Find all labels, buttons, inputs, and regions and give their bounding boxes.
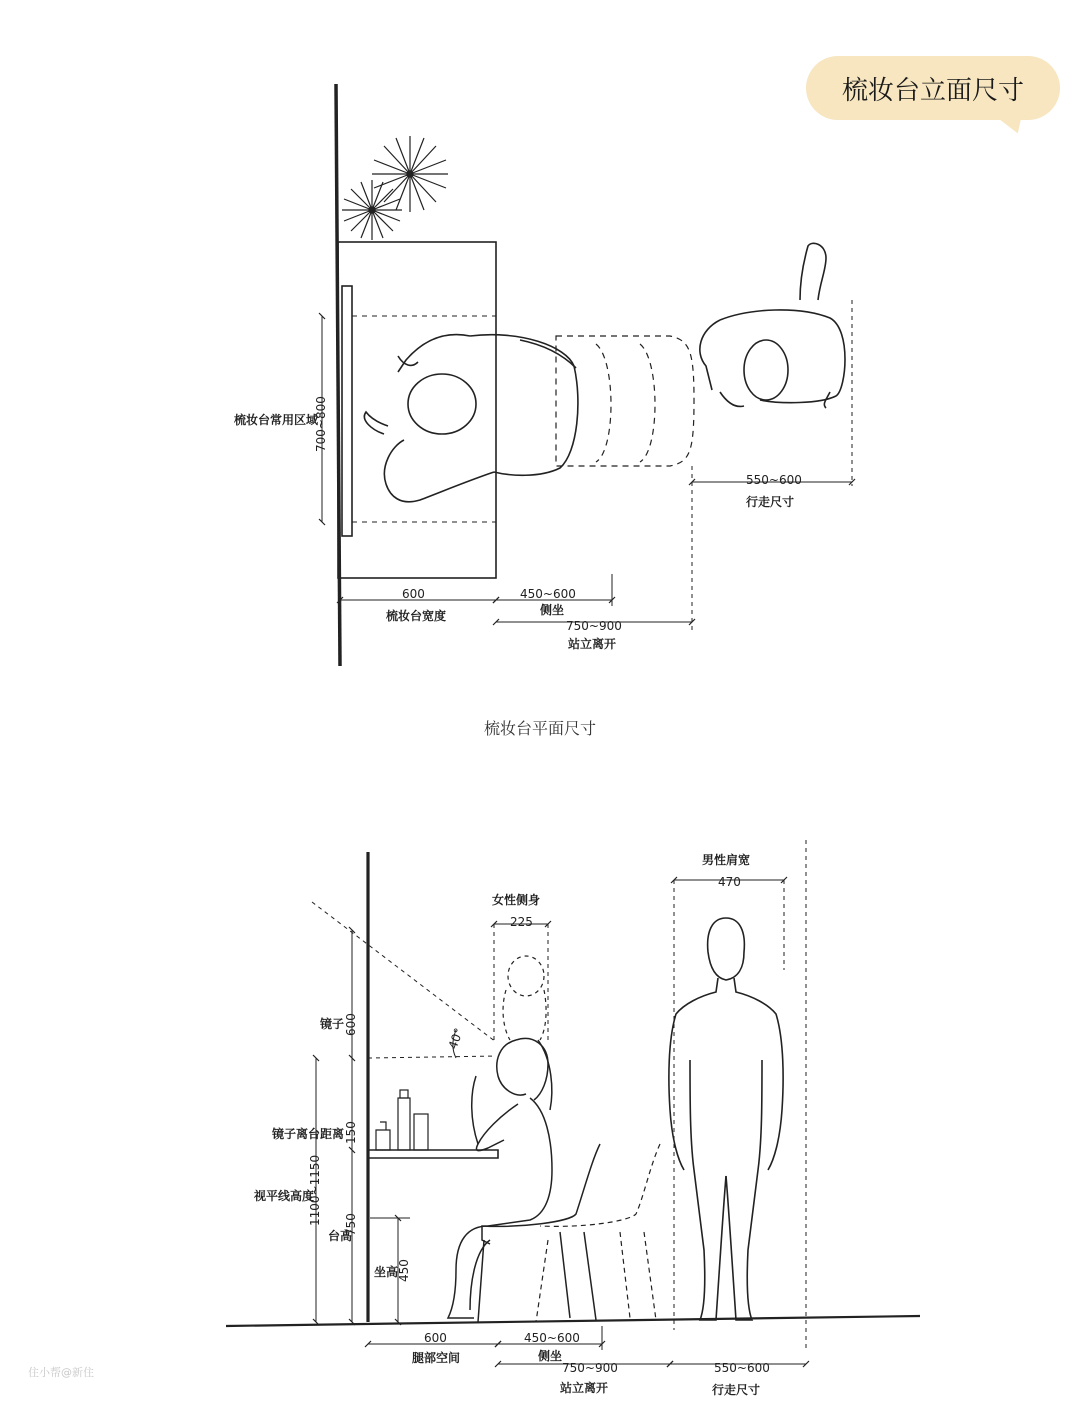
male-dim: 470	[718, 875, 741, 889]
elev-leave-label: 站立离开	[560, 1381, 609, 1395]
plan-side-dim: 450~600	[520, 587, 576, 601]
female-dim: 225	[510, 915, 533, 929]
leg-label: 腿部空间	[412, 1351, 461, 1365]
male-label: 男性肩宽	[702, 853, 751, 867]
chair	[478, 1144, 600, 1322]
elev-leave-dim: 750~900	[562, 1361, 618, 1375]
table-label: 台高	[328, 1229, 353, 1243]
floor-line	[226, 1316, 920, 1326]
plan-area-dim: 700~800	[314, 396, 328, 452]
leg-dim: 600	[424, 1331, 447, 1345]
plan-seated-person	[364, 335, 578, 502]
plan-chair	[556, 336, 694, 466]
plan-walk-label: 行走尺寸	[746, 495, 795, 509]
plan-leave-label: 站立离开	[568, 637, 617, 651]
plan-vanity	[338, 242, 496, 578]
seat-label: 坐高	[374, 1265, 399, 1279]
elevation-view	[226, 840, 920, 1364]
mirror-gap-label: 镜子离台距离	[272, 1127, 345, 1141]
title-badge: 梳妆台立面尺寸	[806, 56, 1060, 120]
table-dim: 750	[344, 1213, 358, 1236]
elev-walk-dim: 550~600	[714, 1361, 770, 1375]
eye-label: 视平线高度	[254, 1189, 315, 1203]
plan-area-label: 梳妆台常用区域	[234, 413, 319, 427]
plan-walk-dim: 550~600	[746, 473, 802, 487]
seated-woman	[448, 1038, 552, 1318]
plan-caption: 梳妆台平面尺寸	[483, 719, 596, 738]
elevation-labels	[253, 852, 770, 1397]
chair-ghost	[536, 1144, 660, 1322]
elev-side-label: 侧坐	[538, 1349, 563, 1363]
flower-icon	[342, 136, 448, 240]
plan-view	[322, 84, 852, 666]
eye-dim: 1100~1150	[308, 1154, 322, 1226]
elev-side-dim: 450~600	[524, 1331, 580, 1345]
mirror-gap-dim: 150	[344, 1121, 358, 1144]
mirror-label: 镜子	[320, 1017, 345, 1031]
plan-width-label: 梳妆台宽度	[386, 609, 447, 623]
standing-man	[669, 918, 783, 1320]
elev-walk-label: 行走尺寸	[712, 1383, 761, 1397]
plan-side-label: 侧坐	[540, 603, 565, 617]
bottle-icon	[376, 1090, 428, 1150]
watermark: 住小帮@新住	[28, 1366, 94, 1379]
plan-walking-person	[700, 243, 845, 408]
female-label: 女性侧身	[492, 893, 541, 907]
plan-width-dim: 600	[402, 587, 425, 601]
plan-leave-dim: 750~900	[566, 619, 622, 633]
plan-mirror	[342, 286, 352, 536]
angle-label: 40°	[445, 1026, 467, 1052]
seat-dim: 450	[397, 1259, 411, 1282]
mirror-dim: 600	[344, 1013, 358, 1036]
plan-labels	[233, 396, 802, 651]
